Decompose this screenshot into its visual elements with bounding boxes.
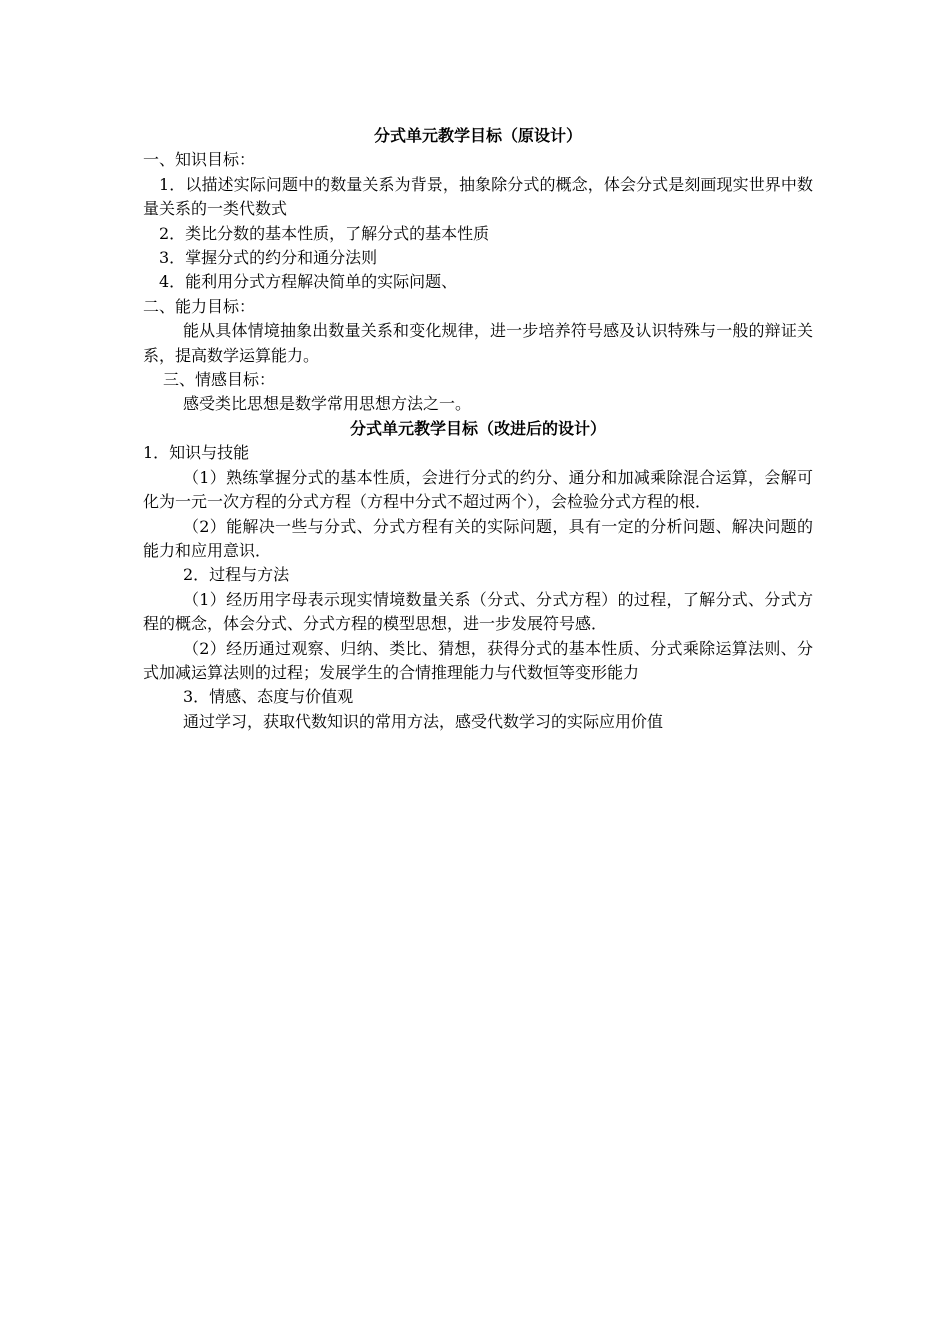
process-method-heading: 2．过程与方法 bbox=[183, 565, 290, 585]
knowledge-skills-item-1: （1）熟练掌握分式的基本性质，会进行分式的约分、通分和加减乘除混合运算，会解可化为一元一次方程的分式方程（方程中分式不超过两个），会检验分式方程的根． bbox=[143, 467, 813, 512]
title-original-design: 分式单元教学目标（原设计） bbox=[373, 126, 582, 145]
process-method-item-1: （1）经历用字母表示现实情境数量关系（分式、分式方程）的过程，了解分式、分式方程的概念，体会分式、分式方程的模型思想，进一步发展符号感． bbox=[143, 589, 813, 634]
document-body bbox=[143, 124, 813, 734]
knowledge-item-4: 4．能利用分式方程解决简单的实际问题、 bbox=[159, 272, 458, 292]
knowledge-item-2: 2．类比分数的基本性质，了解分式的基本性质 bbox=[159, 223, 490, 243]
knowledge-skills-heading: 1．知识与技能 bbox=[143, 443, 250, 463]
attitude-values-text: 通过学习，获取代数知识的常用方法，感受代数学习的实际应用价值 bbox=[183, 711, 664, 731]
process-method-item-2: （2）经历通过观察、归纳、类比、猜想，获得分式的基本性质、分式乘除运算法则、分式加减运算法则的过程；发展学生的合情推理能力与代数恒等变形能力 bbox=[143, 638, 813, 682]
attitude-values-heading: 3．情感、态度与价值观 bbox=[183, 687, 354, 707]
section-emotion-heading: 三、情感目标： bbox=[163, 370, 276, 390]
ability-text: 能从具体情境抽象出数量关系和变化规律，进一步培养符号感及认识特殊与一般的辩证关系，提高数学运算能力。 bbox=[143, 321, 813, 365]
emotion-text: 感受类比思想是数学常用思想方法之一。 bbox=[183, 394, 472, 414]
section-knowledge-heading: 一、知识目标： bbox=[143, 150, 256, 170]
knowledge-item-3: 3．掌握分式的约分和通分法则 bbox=[159, 248, 378, 268]
knowledge-skills-item-2: （2）能解决一些与分式、分式方程有关的实际问题，具有一定的分析问题、解决问题的能力和应用意识． bbox=[143, 516, 813, 560]
section-ability-heading: 二、能力目标： bbox=[143, 296, 256, 316]
title-improved-design: 分式单元教学目标（改进后的设计） bbox=[349, 418, 606, 438]
knowledge-item-1: 1．以描述实际问题中的数量关系为背景，抽象除分式的概念，体会分式是刻画现实世界中数量关系的一类代数式 bbox=[143, 174, 813, 219]
